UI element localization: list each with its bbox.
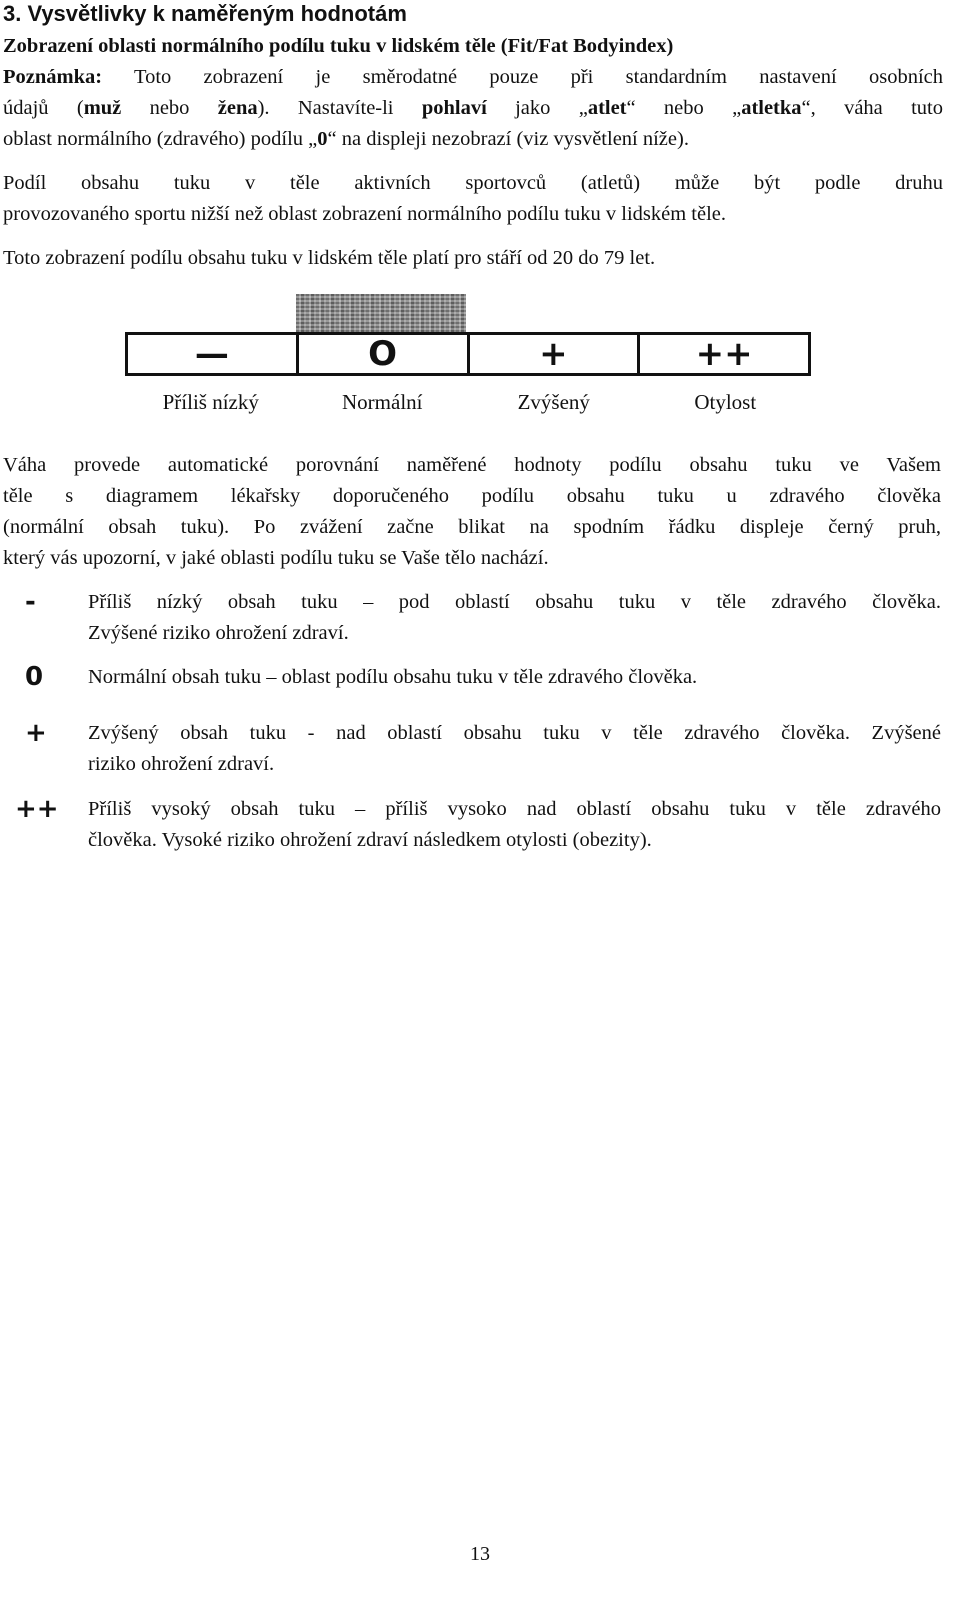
lcd-segment-image (296, 294, 466, 334)
scale-label-too-low: Příliš nízký (162, 390, 259, 414)
note-paragraph (3, 62, 943, 155)
legend-line: Příliš nízký obsah tuku – pod oblastí obsahu tuku v těle zdravého člověka. (88, 591, 941, 613)
legend-line: Zvýšené riziko ohrožení zdraví. (88, 622, 349, 644)
legend-item-too-low (3, 587, 941, 649)
athletes-paragraph (3, 168, 943, 230)
legend-symbol: 0 (25, 662, 44, 692)
scale-symbol-obesity: ++ (695, 334, 753, 374)
note-bold: muž (83, 97, 122, 119)
note-text: Toto zobrazení je směrodatné pouze při standardním nastavení osobních (102, 66, 943, 88)
legend-symbol: + (25, 718, 47, 748)
athletes-line-2: provozovaného sportu nižší než oblast zobrazení normálního podílu tuku v lidském těle. (3, 203, 727, 225)
note-text: “ na displeji nezobrazí (viz vysvětlení níže). (327, 128, 689, 150)
legend-text (88, 587, 941, 649)
scale-label-obesity: Otylost (694, 390, 757, 414)
note-bold: žena (217, 97, 258, 119)
legend-symbol: - (25, 587, 36, 617)
note-bold: atlet (587, 97, 627, 119)
fat-scale-figure (125, 294, 815, 422)
note-line-3 (3, 124, 943, 155)
legend-text (88, 662, 941, 693)
scale-labels (125, 390, 811, 415)
note-label: Poznámka: (3, 66, 103, 88)
scale-symbol-normal: O (299, 335, 470, 373)
legend-symbol: ++ (15, 794, 59, 824)
note-text: jako „ (486, 97, 588, 119)
legend-line: riziko ohrožení zdraví. (88, 753, 275, 775)
scale-label-normal: Normální (342, 390, 423, 414)
section-heading: 3. Vysvětlivky k naměřeným hodnotám (3, 1, 407, 26)
note-line-2 (3, 93, 943, 124)
legend-line: Příliš vysoký obsah tuku – příliš vysoko nad oblastí obsahu tuku v těle zdravého (88, 798, 941, 820)
page-content (3, 0, 943, 274)
comparison-line-3: (normální obsah tuku). Po zvážení začne blikat na spodním řádku displeje černý pruh, (3, 516, 941, 538)
comparison-paragraph (3, 450, 941, 574)
comparison-text (3, 450, 941, 574)
comparison-line-4: který vás upozorní, v jaké oblasti podílu tuku se Vaše tělo nachází. (3, 547, 549, 569)
scale-symbol-increased: + (470, 335, 641, 373)
note-line-1 (3, 62, 943, 93)
legend-item-normal (3, 662, 941, 693)
note-text: ). Nastavíte-li (257, 97, 422, 119)
note-text: “, váha tuto (801, 97, 943, 119)
fat-scale-bar (125, 332, 811, 376)
legend-line: Zvýšený obsah tuku - nad oblastí obsahu tuku v těle zdravého člověka. Zvýšené (88, 722, 941, 744)
athletes-line-1: Podíl obsahu tuku v těle aktivních sportovců (atletů) může být podle druhu (3, 172, 943, 194)
note-text: “ nebo „ (626, 97, 742, 119)
subheading: Zobrazení oblasti normálního podílu tuku v lidském těle (Fit/Fat Bodyindex) (3, 35, 674, 57)
comparison-line-1: Váha provede automatické porovnání naměřené hodnoty podílu obsahu tuku ve Vašem (3, 454, 941, 476)
note-text: oblast normálního (zdravého) podílu „ (3, 128, 318, 150)
scale-label-increased: Zvýšený (517, 390, 590, 414)
note-text: nebo (121, 97, 218, 119)
note-bold: pohlaví (421, 97, 487, 119)
legend-item-increased (3, 718, 941, 780)
legend-line: Normální obsah tuku – oblast podílu obsahu tuku v těle zdravého člověka. (88, 666, 698, 688)
note-bold: 0 (317, 128, 328, 150)
legend-line: člověka. Vysoké riziko ohrožení zdraví následkem otylosti (obezity). (88, 829, 652, 851)
note-text: údajů ( (3, 97, 84, 119)
age-paragraph: Toto zobrazení podílu obsahu tuku v lidském těle platí pro stáří od 20 do 79 let. (3, 247, 656, 269)
legend-text (88, 718, 941, 780)
legend-text (88, 794, 941, 856)
legend-item-obesity (3, 794, 941, 856)
note-bold: atletka (741, 97, 802, 119)
page-number: 13 (470, 1543, 490, 1565)
scale-symbol-too-low: — (128, 335, 299, 373)
comparison-line-2: těle s diagramem lékařsky doporučeného podílu obsahu tuku u zdravého člověka (3, 485, 941, 507)
